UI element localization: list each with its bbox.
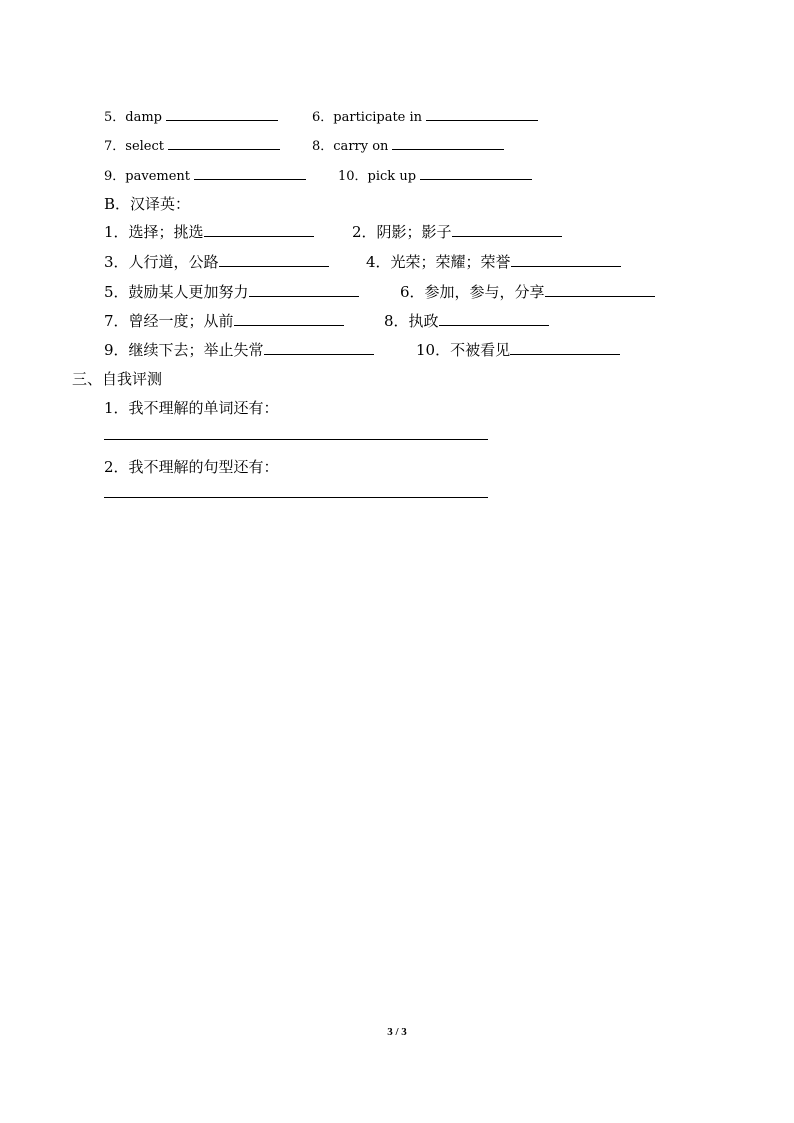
item-number: 4．	[366, 253, 391, 271]
item-number: 5．	[104, 283, 129, 301]
item-text: 光荣；荣耀；荣誉	[390, 253, 511, 271]
item-word: select	[125, 139, 165, 154]
item-text: 选择；挑选	[128, 223, 204, 241]
part-b-item-2	[352, 221, 562, 243]
part-b-item-4	[366, 251, 621, 273]
self-assessment-question-1: 1．我不理解的单词还有：	[104, 399, 279, 417]
answer-blank[interactable]	[219, 251, 329, 267]
item-number: 5．	[104, 110, 126, 125]
part-b-item-8	[384, 310, 549, 332]
item-word: damp	[125, 110, 163, 125]
self-assessment-question-2: 2．我不理解的句型还有：	[104, 458, 279, 476]
answer-blank[interactable]	[194, 164, 306, 180]
item-text: 执政	[408, 312, 439, 330]
item-text: 人行道，公路	[128, 253, 219, 271]
item-number: 2．	[352, 223, 377, 241]
part-b-heading: B．汉译英：	[104, 195, 191, 213]
item-number: 10．	[416, 341, 451, 359]
part-a-item-6	[312, 105, 538, 129]
answer-blank[interactable]	[392, 134, 504, 150]
part-a-item-7	[104, 134, 280, 158]
item-number: 3．	[104, 253, 129, 271]
part-a-item-10	[338, 164, 532, 188]
answer-blank[interactable]	[249, 281, 359, 297]
part-b-item-5	[104, 281, 359, 303]
item-number: 7．	[104, 139, 126, 154]
item-word: carry on	[333, 139, 389, 154]
item-number: 8．	[312, 139, 334, 154]
answer-blank[interactable]	[264, 339, 374, 355]
part-b-item-1	[104, 221, 314, 243]
item-number: 6．	[312, 110, 334, 125]
answer-blank[interactable]	[420, 164, 532, 180]
item-number: 7．	[104, 312, 129, 330]
part-b-item-10	[416, 339, 620, 361]
item-number: 9．	[104, 341, 129, 359]
answer-blank[interactable]	[426, 105, 538, 121]
answer-line-2[interactable]	[104, 497, 488, 498]
item-text: 不被看见	[450, 341, 511, 359]
item-word: pick up	[367, 169, 417, 184]
item-text: 参加，参与，分享	[424, 283, 545, 301]
part-b-item-3	[104, 251, 329, 273]
item-number: 6．	[400, 283, 425, 301]
item-text: 继续下去；举止失常	[128, 341, 264, 359]
answer-blank[interactable]	[439, 310, 549, 326]
part-a-item-5	[104, 105, 278, 129]
answer-blank[interactable]	[511, 251, 621, 267]
item-number: 9．	[104, 169, 126, 184]
item-word: participate in	[333, 110, 423, 125]
item-word: pavement	[125, 169, 191, 184]
answer-blank[interactable]	[166, 105, 278, 121]
part-b-item-9	[104, 339, 374, 361]
answer-blank[interactable]	[510, 339, 620, 355]
item-text: 曾经一度；从前	[128, 312, 234, 330]
answer-blank[interactable]	[545, 281, 655, 297]
item-text: 阴影；影子	[376, 223, 452, 241]
page-number: 3 / 3	[387, 1026, 407, 1038]
answer-line-1[interactable]	[104, 439, 488, 440]
item-number: 10．	[338, 169, 368, 184]
item-number: 8．	[384, 312, 409, 330]
item-number: 1．	[104, 223, 129, 241]
part-a-item-9	[104, 164, 306, 188]
part-a-item-8	[312, 134, 504, 158]
self-assessment-heading: 三、自我评测	[72, 370, 163, 388]
answer-blank[interactable]	[452, 221, 562, 237]
answer-blank[interactable]	[204, 221, 314, 237]
part-b-item-7	[104, 310, 344, 332]
answer-blank[interactable]	[234, 310, 344, 326]
part-b-item-6	[400, 281, 655, 303]
item-text: 鼓励某人更加努力	[128, 283, 249, 301]
answer-blank[interactable]	[168, 134, 280, 150]
